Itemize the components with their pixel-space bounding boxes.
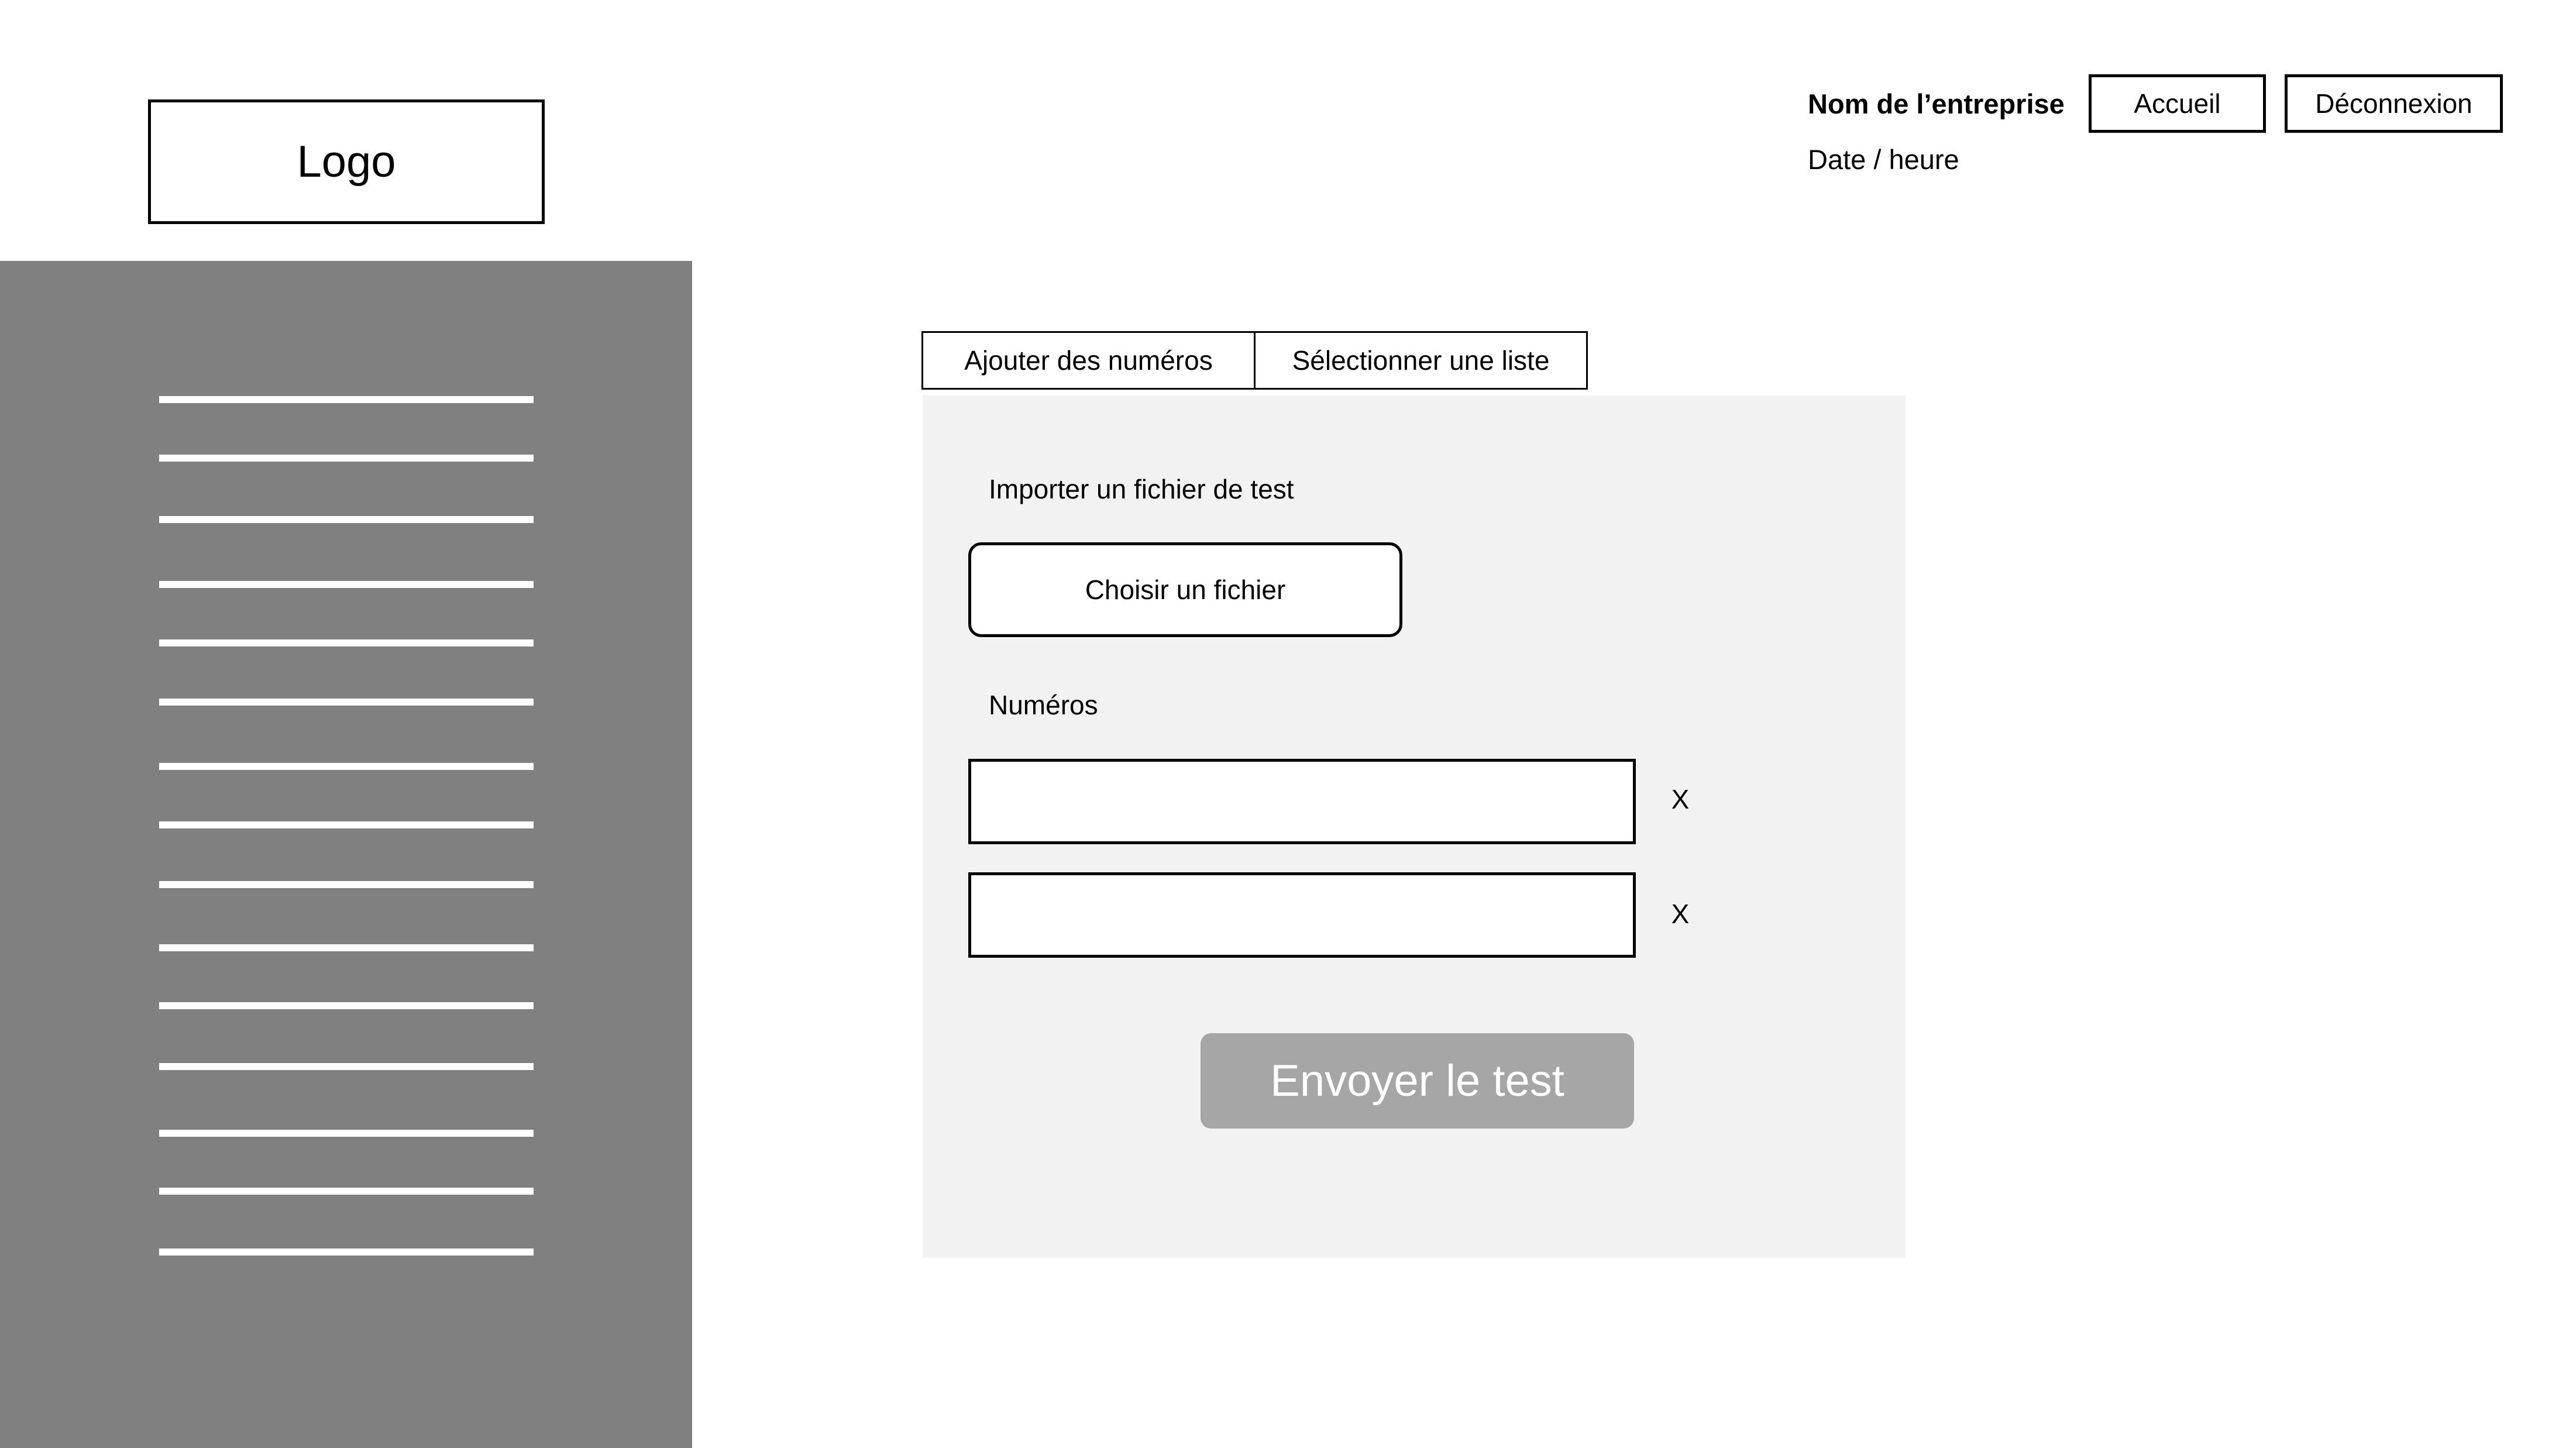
sidebar-menu-item-1[interactable] bbox=[159, 396, 534, 403]
send-test-button[interactable] bbox=[1201, 1033, 1634, 1129]
send-test-button-label: Envoyer le test bbox=[1270, 1056, 1564, 1106]
tab-select-list-label: Sélectionner une liste bbox=[1292, 345, 1550, 376]
logout-button-label: Déconnexion bbox=[2315, 88, 2472, 119]
logo[interactable] bbox=[148, 99, 545, 224]
sidebar-menu-item-15[interactable] bbox=[159, 1248, 534, 1256]
numbers-label: Numéros bbox=[989, 690, 1098, 720]
logo-text: Logo bbox=[297, 137, 396, 187]
sidebar-menu-item-11[interactable] bbox=[159, 1002, 534, 1009]
sidebar-menu-item-6[interactable] bbox=[159, 699, 534, 706]
sidebar-menu-item-12[interactable] bbox=[159, 1063, 534, 1070]
sidebar-menu-item-13[interactable] bbox=[159, 1130, 534, 1137]
home-button-label: Accueil bbox=[2134, 88, 2221, 119]
remove-number-1-button[interactable]: X bbox=[1671, 784, 1690, 814]
number-input-1[interactable] bbox=[968, 759, 1636, 844]
company-name: Nom de l’entreprise bbox=[1808, 88, 2065, 119]
choose-file-button[interactable] bbox=[968, 542, 1402, 637]
home-button[interactable] bbox=[2089, 74, 2266, 133]
sidebar bbox=[0, 261, 692, 1448]
logout-button[interactable] bbox=[2285, 74, 2503, 133]
remove-number-2-button[interactable]: X bbox=[1671, 899, 1690, 929]
tab-select-list[interactable] bbox=[1254, 331, 1588, 390]
number-input-2[interactable] bbox=[968, 872, 1636, 958]
choose-file-button-label: Choisir un fichier bbox=[1085, 575, 1286, 605]
sidebar-menu-item-9[interactable] bbox=[159, 881, 534, 888]
tab-add-numbers-label: Ajouter des numéros bbox=[964, 345, 1213, 376]
sidebar-menu-item-4[interactable] bbox=[159, 581, 534, 588]
sidebar-menu-item-2[interactable] bbox=[159, 455, 534, 462]
sidebar-menu-item-8[interactable] bbox=[159, 821, 534, 828]
sidebar-menu-item-7[interactable] bbox=[159, 763, 534, 770]
sidebar-menu-item-3[interactable] bbox=[159, 516, 534, 523]
tab-add-numbers[interactable] bbox=[921, 331, 1256, 390]
sidebar-menu-item-14[interactable] bbox=[159, 1188, 534, 1195]
sidebar-menu-item-5[interactable] bbox=[159, 639, 534, 646]
import-file-label: Importer un fichier de test bbox=[989, 474, 1294, 504]
date-time: Date / heure bbox=[1808, 144, 1959, 175]
sidebar-menu-item-10[interactable] bbox=[159, 944, 534, 951]
